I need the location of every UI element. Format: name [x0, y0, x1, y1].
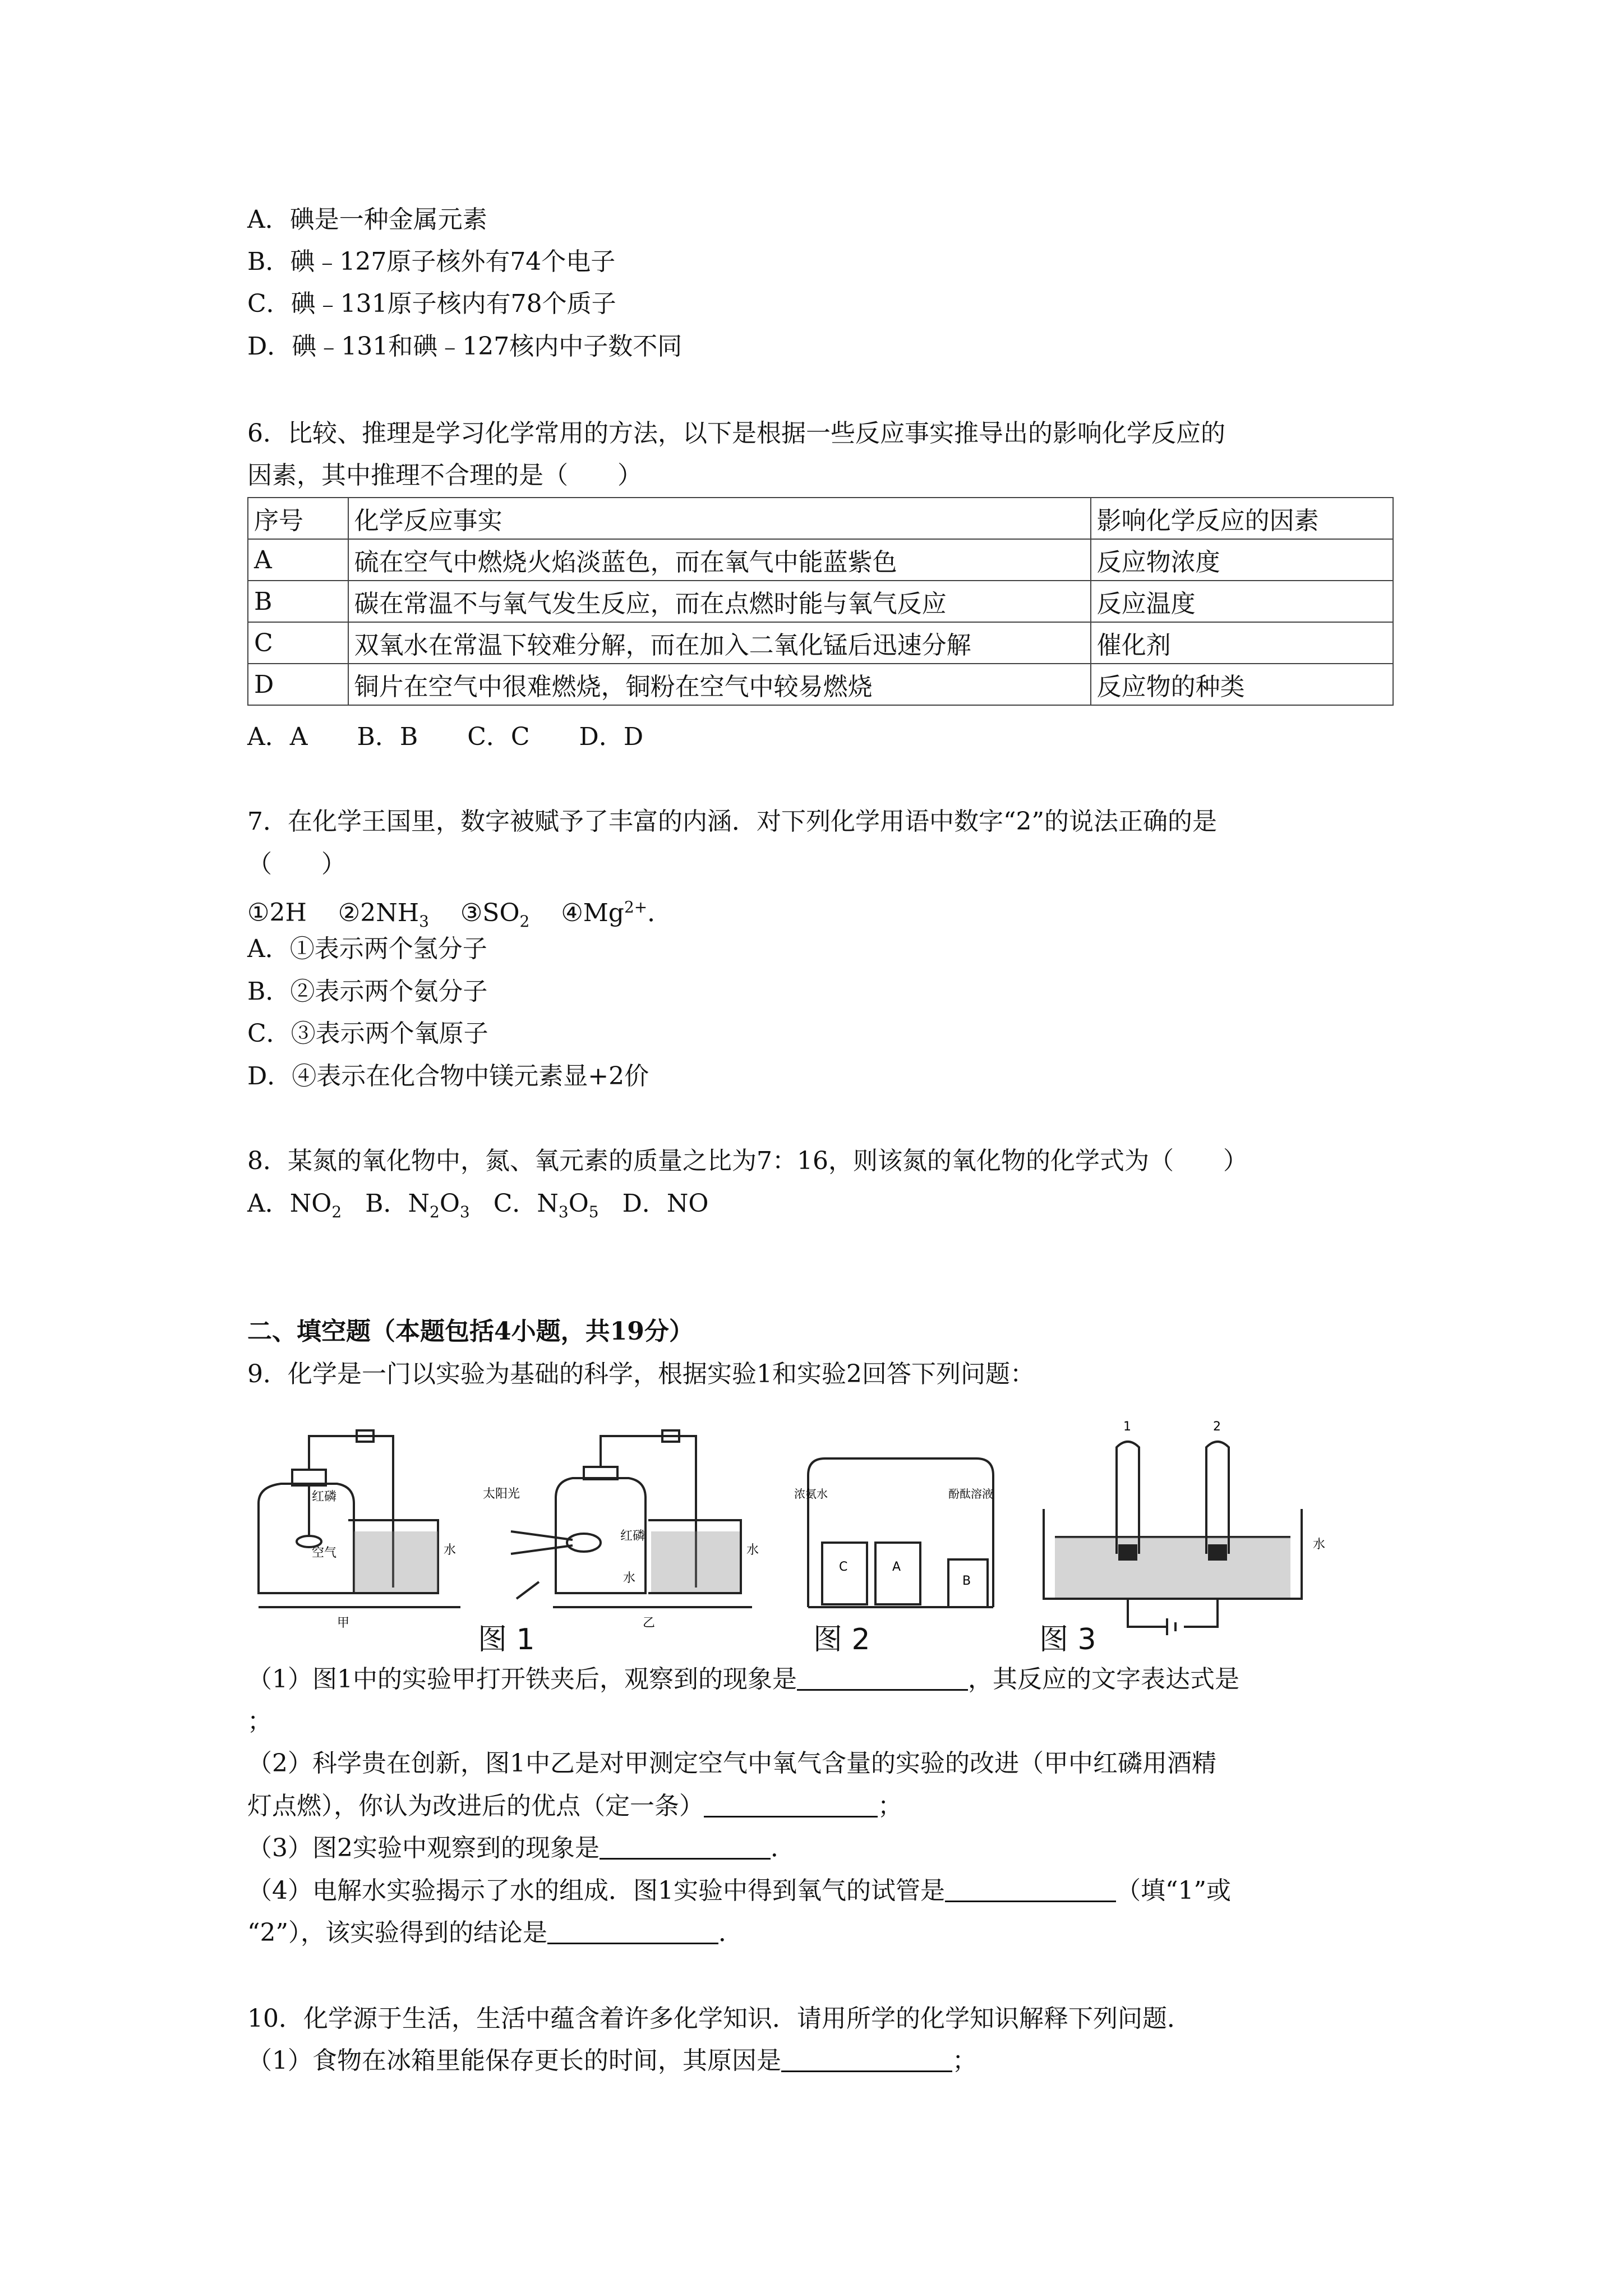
table-header-cell: 序号 — [248, 498, 348, 539]
table-header-cell: 影响化学反应的因素 — [1091, 498, 1393, 539]
q6-table — [247, 497, 1394, 706]
label-hongling-2: 红磷 — [620, 1529, 645, 1543]
q8-options — [247, 1188, 708, 1228]
table-cell: 硫在空气中燃烧火焰淡蓝色，而在氧气中能蓝紫色 — [348, 539, 1091, 581]
q7-option-b: B．②表示两个氨分子 — [247, 977, 488, 1006]
q7-formula-2-base: ②2NH — [338, 898, 419, 927]
table-row — [248, 664, 1393, 705]
answer-blank[interactable] — [781, 2048, 952, 2072]
table-cell: 反应物浓度 — [1091, 539, 1393, 581]
q9-part3-text-b: ． — [771, 1834, 795, 1862]
q7-formula-3 — [460, 898, 530, 931]
q7-formula-4-sup: 2+ — [624, 898, 648, 916]
q7-formula-1: ①2H — [247, 898, 307, 927]
q6-stem-line1: 6．比较、推理是学习化学常用的方法，以下是根据一些反应事实推导出的影响化学反应的 — [247, 419, 1225, 448]
q9-part1-text-a: （1）图1中的实验甲打开铁夹后，观察到的现象是 — [247, 1665, 797, 1694]
figure-3 — [1044, 1442, 1302, 1635]
q7-formula-4 — [561, 899, 672, 927]
table-cell: A — [248, 539, 348, 581]
label-jia: 甲 — [337, 1616, 350, 1630]
label-tube-1: 1 — [1123, 1420, 1131, 1434]
q9-part3-text-a: （3）图2实验中观察到的现象是 — [247, 1834, 600, 1862]
label-c: C — [839, 1560, 848, 1574]
q7-stem-line2: （ ） — [247, 850, 346, 878]
q9-part4-text-d: ． — [718, 1918, 743, 1947]
q10-part1 — [247, 2045, 977, 2077]
label-shui-1: 水 — [444, 1543, 457, 1557]
label-hongling-1: 红磷 — [312, 1490, 337, 1504]
q8-option-c-sub2: 5 — [588, 1202, 599, 1221]
q7-formula-4-base: ④Mg — [561, 898, 624, 927]
q7-formula-3-base: ③SO — [460, 898, 520, 927]
q9-part1-text-b: ，其反应的文字表达式是 — [968, 1665, 1239, 1694]
q9-part2-line2 — [247, 1790, 902, 1823]
table-cell: 铜片在空气中很难燃烧，铜粉在空气中较易燃烧 — [348, 664, 1091, 705]
q8-option-b: B．N — [365, 1189, 430, 1218]
q10-stem: 10．化学源于生活，生活中蕴含着许多化学知识．请用所学的化学知识解释下列问题． — [247, 2004, 1192, 2033]
q7-option-c: C．③表示两个氧原子 — [247, 1019, 488, 1048]
table-cell: 反应温度 — [1091, 581, 1393, 622]
q8-option-c-sub1: 3 — [558, 1202, 569, 1221]
q8-option-b-sub1: 2 — [430, 1202, 440, 1221]
q7-formula-3-sub: 2 — [519, 912, 530, 931]
q9-part3 — [247, 1832, 795, 1865]
q9-part2-line1: （2）科学贵在创新，图1中乙是对甲测定空气中氧气含量的实验的改进（甲中红磷用酒精 — [247, 1749, 1216, 1778]
q8-option-b-sub2: 3 — [459, 1202, 470, 1221]
label-nongan: 浓氨水 — [794, 1487, 828, 1501]
q9-part1 — [247, 1663, 1239, 1696]
label-b: B — [962, 1574, 971, 1588]
q7-formula-2-sub: 3 — [419, 912, 429, 931]
q8-option-a: A．NO — [247, 1189, 332, 1218]
q8-option-a-sub: 2 — [331, 1202, 342, 1221]
q8-stem: 8．某氮的氧化物中，氮、氧元素的质量之比为7：16，则该氮的氧化物的化学式为（ ） — [247, 1147, 1248, 1175]
label-shui-3: 水 — [746, 1543, 759, 1557]
q9-part4-text-a: （4）电解水实验揭示了水的组成．图1实验中得到氧气的试管是 — [247, 1876, 945, 1905]
table-header-row — [248, 498, 1393, 539]
table-cell: C — [248, 622, 348, 664]
answer-blank[interactable] — [600, 1835, 771, 1860]
table-header-cell: 化学反应事实 — [348, 498, 1091, 539]
q7-option-d: D．④表示在化合物中镁元素显+2价 — [247, 1062, 649, 1091]
label-fentai: 酚酞溶液 — [948, 1487, 993, 1501]
table-row — [248, 622, 1393, 664]
figure-1-jia — [259, 1430, 460, 1607]
q7-formulas — [247, 891, 672, 937]
q7-formula-4-period: ． — [647, 898, 672, 927]
q5-option-b: B．碘﹣127原子核外有74个电子 — [247, 247, 616, 276]
answer-blank[interactable] — [945, 1878, 1116, 1902]
q6-options: A．A B．B C．C D．D — [247, 723, 644, 751]
q5-option-a: A．碘是一种金属元素 — [247, 205, 487, 234]
section-heading: 二、填空题（本题包括4小题，共19分） — [247, 1317, 694, 1346]
label-taiyangguang: 太阳光 — [483, 1487, 520, 1501]
answer-blank[interactable] — [704, 1793, 878, 1818]
q9-part2-text-b: 灯点燃），你认为改进后的优点（定一条） — [247, 1792, 704, 1820]
table-row — [248, 581, 1393, 622]
q9-part4-text-c: “2”），该实验得到的结论是 — [247, 1918, 547, 1947]
answer-blank[interactable] — [547, 1920, 718, 1944]
q10-part1-text-a: （1）食物在冰箱里能保存更长的时间，其原因是 — [247, 2046, 781, 2075]
answer-blank[interactable] — [797, 1667, 968, 1691]
q8-option-c: C．N — [493, 1189, 559, 1218]
table-cell: 催化剂 — [1091, 622, 1393, 664]
table-row — [248, 539, 1393, 581]
q5-option-c: C．碘﹣131原子核内有78个质子 — [247, 289, 616, 318]
q8-option-b-mid: O — [439, 1189, 460, 1218]
table-cell: B — [248, 581, 348, 622]
q9-part2-text-c: ； — [878, 1792, 902, 1820]
label-shui-2: 水 — [623, 1571, 636, 1585]
label-a: A — [892, 1560, 901, 1574]
q9-part4-text-b: （填“1”或 — [1116, 1876, 1231, 1905]
q9-part4-line2 — [247, 1917, 743, 1949]
table-cell: 双氧水在常温下较难分解，而在加入二氧化锰后迅速分解 — [348, 622, 1091, 664]
q9-part1-end: ； — [247, 1707, 272, 1736]
table-cell: 碳在常温不与氧气发生反应，而在点燃时能与氧气反应 — [348, 581, 1091, 622]
table-cell: D — [248, 664, 348, 705]
label-yi: 乙 — [643, 1616, 656, 1630]
label-kongqi: 空气 — [312, 1546, 337, 1560]
q8-option-d: D．NO — [622, 1189, 709, 1218]
q6-stem-line2: 因素，其中推理不合理的是（ ） — [247, 461, 642, 490]
figure-caption-1: 图 1 — [478, 1623, 535, 1657]
label-tube-2: 2 — [1213, 1420, 1221, 1434]
figure-caption-2: 图 2 — [813, 1623, 870, 1657]
q9-stem: 9．化学是一门以实验为基础的科学，根据实验1和实验2回答下列问题： — [247, 1360, 1035, 1388]
q7-option-a: A．①表示两个氢分子 — [247, 935, 487, 963]
q5-option-d: D．碘﹣131和碘﹣127核内中子数不同 — [247, 332, 683, 361]
table-cell: 反应物的种类 — [1091, 664, 1393, 705]
label-shui-4: 水 — [1313, 1538, 1326, 1552]
q9-part4-line1 — [247, 1875, 1231, 1907]
q7-formula-2 — [338, 898, 429, 931]
figure-caption-3: 图 3 — [1039, 1623, 1096, 1657]
q8-option-c-mid: O — [568, 1189, 589, 1218]
q10-part1-text-b: ； — [952, 2046, 977, 2075]
q7-stem-line1: 7．在化学王国里，数字被赋予了丰富的内涵．对下列化学用语中数字“2”的说法正确的是 — [247, 807, 1217, 836]
